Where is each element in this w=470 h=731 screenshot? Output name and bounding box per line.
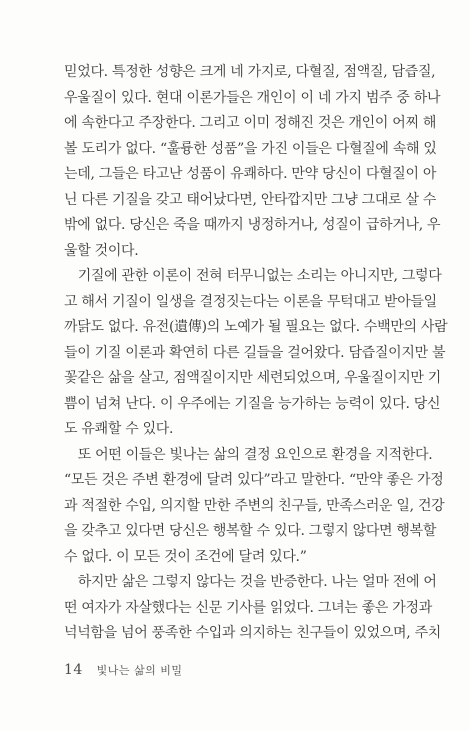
text-line: 과 적절한 수입, 의지할 만한 주변의 친구들, 만족스러운 일, 건강 xyxy=(64,497,445,514)
text-line: 우울질이 있다. 현대 이론가들은 개인이 이 네 가지 범주 중 하나 xyxy=(64,89,441,106)
text-line: 떤 여자가 자살했다는 신문 기사를 읽었다. 그녀는 좋은 가정과 xyxy=(64,599,432,616)
text-line: 고 해서 기질이 일생을 결정짓는다는 이론을 무턱대고 받아들일 xyxy=(64,293,437,310)
text-line: 들이 기질 이론과 확연히 다른 길들을 걸어왔다. 담즙질이지만 불 xyxy=(64,344,446,361)
text-line: 을 갖추고 있다면 당신은 행복할 수 있다. 그렇지 않다면 행복할 xyxy=(64,523,437,539)
text-line: 또 어떤 이들은 빛나는 삶의 결정 요인으로 환경을 지적한다. xyxy=(64,446,433,463)
text-line: 까닭도 없다. 유전(遺傳)의 노예가 될 필요는 없다. 수백만의 사람 xyxy=(64,319,448,335)
text-line: 울할 것이다. xyxy=(64,242,139,259)
text-line: 기질에 관한 이론이 전혀 터무니없는 소리는 아니지만, 그렇다 xyxy=(64,268,442,284)
text-line: 닌 다른 기질을 갖고 태어났다면, 안타깝지만 그냥 그대로 살 수 xyxy=(64,191,437,208)
text-line: 도 유쾌할 수 있다. xyxy=(64,421,174,437)
text-line: 꽃같은 삶을 살고, 점액질이지만 세련되었으며, 우울질이지만 기 xyxy=(64,370,442,386)
text-line: 밖에 없다. 당신은 죽을 때까지 냉정하거나, 성질이 급하거나, 우 xyxy=(64,217,441,233)
text-line: 믿었다. 특정한 성향은 크게 네 가지로, 다혈질, 점액질, 담즙질, xyxy=(64,64,436,80)
text-line: 는데, 그들은 타고난 성품이 유쾌하다. 만약 당신이 다혈질이 아 xyxy=(64,166,437,182)
text-line: 볼 도리가 없다. “훌륭한 성품”을 가진 이들은 다혈질에 속해 있 xyxy=(64,140,437,157)
text-line: 쁨이 넘쳐 난다. 이 우주에는 기질을 능가하는 능력이 있다. 당신 xyxy=(64,395,441,412)
body-text xyxy=(64,60,448,647)
page-number: 14 xyxy=(64,662,83,678)
text-line: 넉넉함을 넘어 풍족한 수입과 의지하는 친구들이 있었으며, 주치 xyxy=(64,625,442,641)
text-line: 에 속한다고 주장한다. 그리고 이미 정해진 것은 개인이 어찌 해 xyxy=(64,115,437,131)
page-footer xyxy=(64,662,183,678)
text-line: “모든 것은 주변 환경에 달려 있다”라고 말한다. “만약 좋은 가정 xyxy=(64,472,444,488)
running-title: 빛나는 삶의 비밀 xyxy=(96,664,183,677)
text-line: 하지만 삶은 그렇지 않다는 것을 반증한다. 나는 얼마 전에 어 xyxy=(64,574,437,590)
text-line: 수 없다. 이 모든 것이 조건에 달려 있다.” xyxy=(64,548,307,565)
